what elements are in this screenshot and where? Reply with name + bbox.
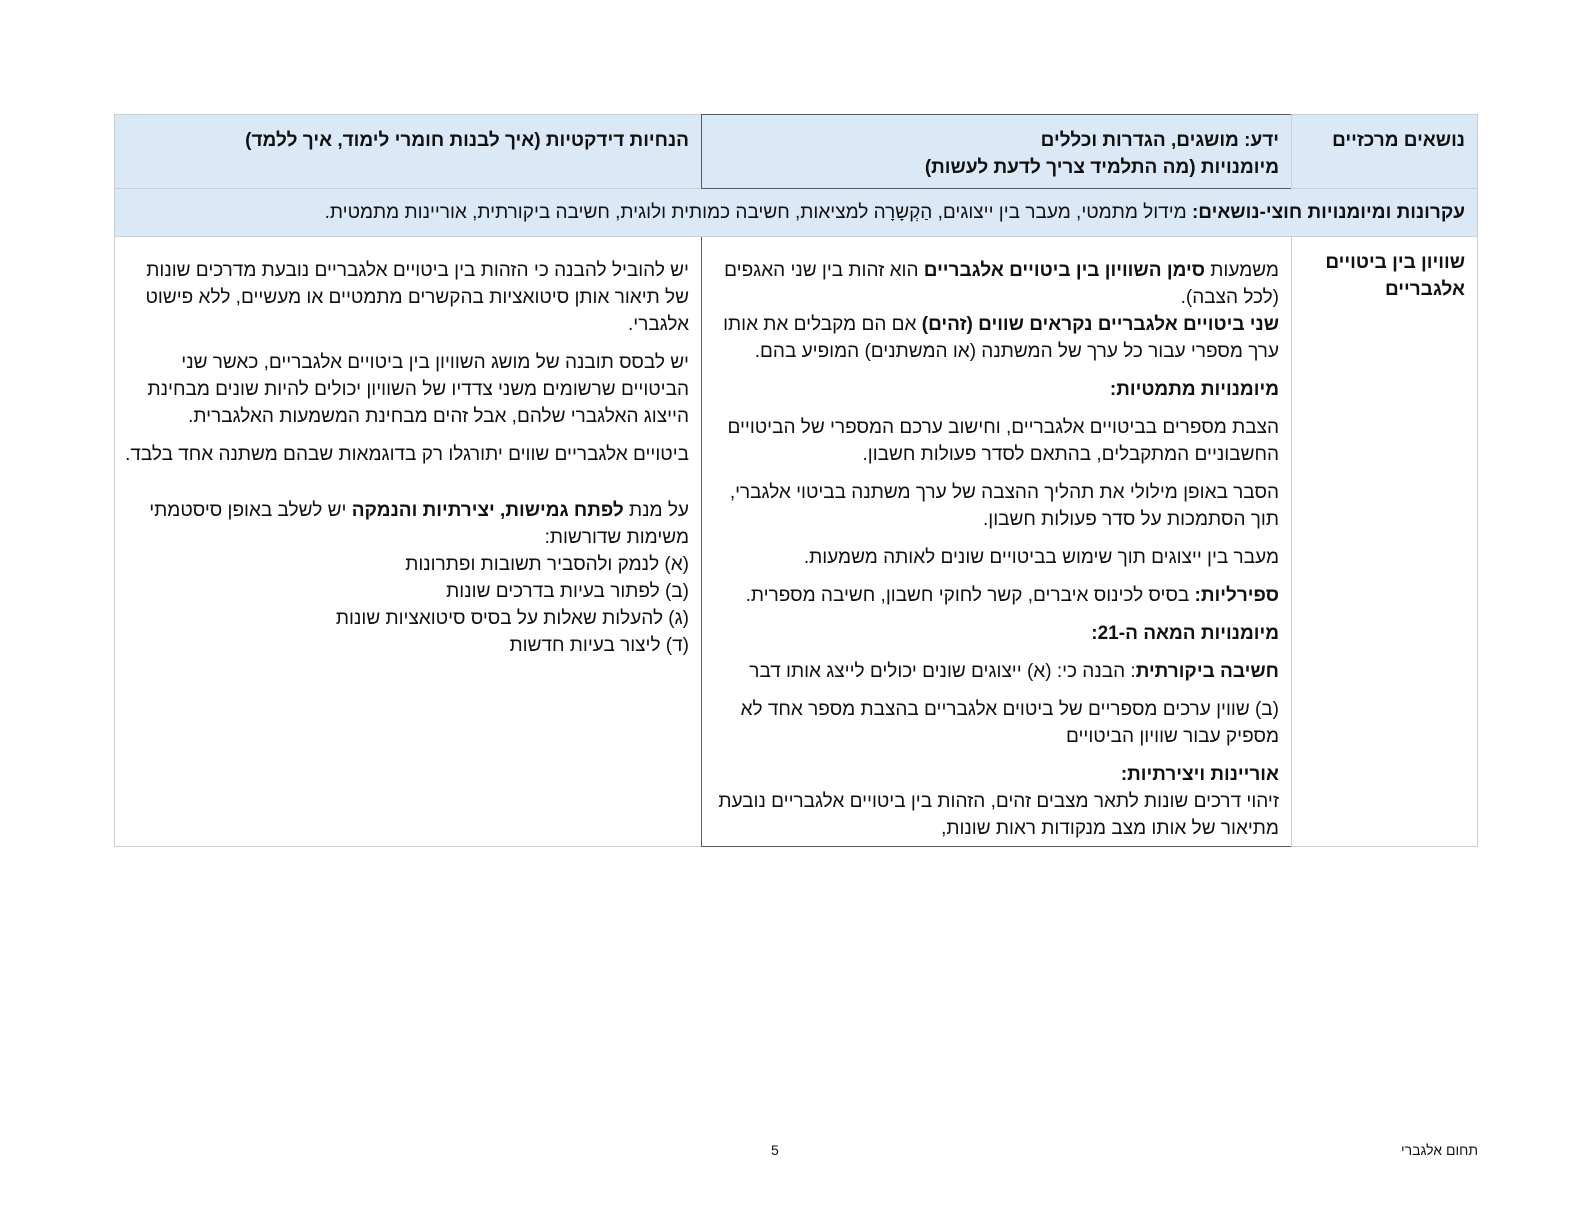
text-span: הוא זהות בין שני האגפים (לכל הצבה). bbox=[724, 260, 1279, 308]
text-span: : הבנה כי: (א) ייצוגים שונים יכולים לייצג אותו דבר bbox=[749, 661, 1136, 682]
header-knowledge bbox=[702, 115, 1292, 189]
c21-skills-title bbox=[712, 620, 1279, 647]
didactic-point-4 bbox=[125, 497, 689, 551]
skill-verbal-explanation: הסבר באופן מילולי את תהליך ההצבה של ערך משתנה בביטוי אלגברי, תוך הסתמכות על סדר פעולות חשבון. bbox=[729, 482, 1279, 530]
task-item-d: (ד) ליצור בעיות חדשות bbox=[509, 635, 689, 656]
critical-thinking-b: (ב) שווין ערכים מספריים של ביטוים אלגבריים בהצבת מספר אחד לא מספיק עבור שוויון הביטויים bbox=[740, 699, 1279, 747]
topic-cell bbox=[1292, 237, 1478, 847]
knowledge-equal-expressions bbox=[712, 311, 1279, 365]
header-knowledge-line1: ידע: מושגים, הגדרות וכללים bbox=[1040, 130, 1279, 151]
task-item-b: (ב) לפתור בעיות בדרכים שונות bbox=[446, 581, 689, 602]
cross-topics-cell bbox=[115, 189, 1478, 237]
didactic-cell bbox=[115, 237, 702, 847]
didactic-point-3: ביטויים אלגבריים שווים יתורגלו רק בדוגמאות שבהם משתנה אחד בלבד. bbox=[125, 444, 689, 465]
bold-term: מיומנויות המאה ה-21: bbox=[1091, 623, 1279, 644]
didactic-point-2: יש לבסס תובנה של מושג השוויון בין ביטויים אלגבריים, כאשר שני הביטויים שרשומים משני צדדיו של השוויון יכולים להיות שונים מבחינת הייצוג האלגברי שלהם, אבל זהים מבחינת המשמעות האלגברית. bbox=[147, 352, 689, 427]
header-didactic-text: הנחיות דידקטיות (איך לבנות חומרי לימוד, איך ללמד) bbox=[245, 130, 689, 151]
task-item-a: (א) לנמק ולהסביר תשובות ופתרונות bbox=[405, 554, 689, 575]
cross-topics-row bbox=[115, 189, 1478, 237]
skill-substitution: הצבת מספרים בביטויים אלגבריים, וחישוב ערכם המספרי של הביטויים החשבוניים המתקבלים, בהתאם לסדר פעולות חשבון. bbox=[727, 417, 1279, 465]
bold-term: מיומנויות מתמטיות: bbox=[1109, 379, 1279, 400]
literacy-title bbox=[712, 761, 1279, 788]
literacy-text: זיהוי דרכים שונות לתאר מצבים זהים, הזהות בין ביטויים אלגבריים נובעת מתיאור של אותו מצב מנקודות ראות שונות, bbox=[718, 791, 1279, 839]
didactic-point-1: יש להוביל להבנה כי הזהות בין ביטויים אלגבריים נובעת מדרכים שונות של תיאור אותן סיטואציות בהקשרים מתמטיים או מעשיים, ללא פישוט אלגברי. bbox=[145, 260, 689, 335]
header-topic bbox=[1292, 115, 1478, 189]
bold-term: סימן השוויון בין ביטויים אלגבריים bbox=[923, 260, 1205, 281]
curriculum-table bbox=[114, 114, 1478, 847]
bold-term: חשיבה ביקורתית bbox=[1135, 661, 1279, 682]
knowledge-equality-sign bbox=[712, 257, 1279, 311]
header-knowledge-line2: מיומנויות (מה התלמיד צריך לדעת לעשות) bbox=[924, 157, 1279, 178]
math-skills-title bbox=[712, 376, 1279, 403]
content-row bbox=[115, 237, 1478, 847]
table-header-row bbox=[115, 115, 1478, 189]
skill-representations: מעבר בין ייצוגים תוך שימוש בביטויים שונים לאותה משמעות. bbox=[803, 547, 1279, 568]
critical-thinking-line bbox=[712, 658, 1279, 685]
text-span: אם הם מקבלים את אותו ערך מספרי עבור כל ערך של המשתנה (או המשתנים) המופיע בהם. bbox=[723, 314, 1279, 362]
page-number: 5 bbox=[771, 1142, 779, 1158]
bold-term: אוריינות ויצירתיות: bbox=[1120, 764, 1279, 785]
header-didactic bbox=[115, 115, 702, 189]
text-span: יש לשלב באופן סיסטמתי משימות שדורשות: bbox=[149, 500, 689, 548]
spiral-line bbox=[712, 582, 1279, 609]
task-item-c: (ג) להעלות שאלות על בסיס סיטואציות שונות bbox=[335, 608, 689, 629]
text-span: על מנת bbox=[623, 500, 689, 521]
bold-term: שני ביטויים אלגבריים נקראים שווים (זהים) bbox=[921, 314, 1279, 335]
bold-term: ספירליות: bbox=[1194, 585, 1279, 606]
footer-domain-name: תחום אלגברי bbox=[1401, 1142, 1478, 1158]
text-span: משמעות bbox=[1204, 260, 1279, 281]
knowledge-cell bbox=[702, 237, 1292, 847]
cross-topics-text: מידול מתמטי, מעבר בין ייצוגים, הַקְשָרָה למציאות, חשיבה כמותית ולוגית, חשיבה ביקורתית, אוריינות מתמטית. bbox=[324, 202, 1192, 223]
header-topic-text: נושאים מרכזיים bbox=[1332, 130, 1465, 151]
text-span: בסיס לכינוס איברים, קשר לחוקי חשבון, חשיבה מספרית. bbox=[745, 585, 1195, 606]
topic-title: שוויון בין ביטויים אלגבריים bbox=[1325, 252, 1465, 300]
cross-topics-label: עקרונות ומיומנויות חוצי-נושאים: bbox=[1191, 202, 1465, 223]
bold-term: לפתח גמישות, יצירתיות והנמקה bbox=[351, 500, 624, 521]
